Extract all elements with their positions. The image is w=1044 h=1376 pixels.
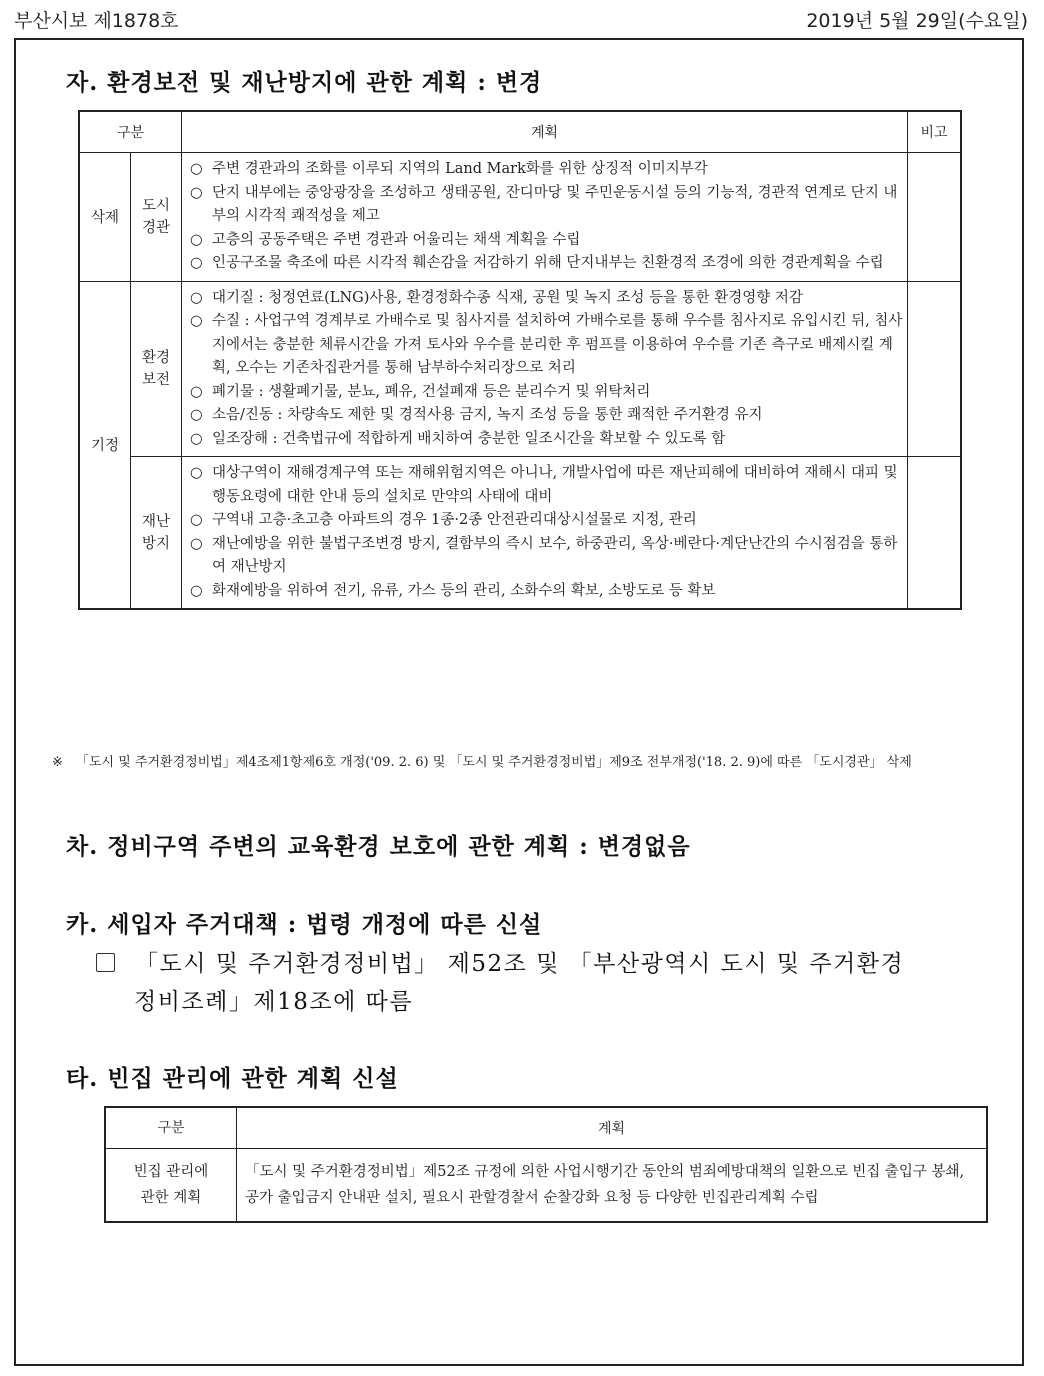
plan-item-text: 폐기물 : 생활폐기물, 분뇨, 폐유, 건설폐재 등은 분리수거 및 위탁처리 bbox=[212, 383, 651, 400]
section-ta-title: 타. 빈집 관리에 관한 계획 신설 bbox=[66, 1065, 399, 1092]
circle-bullet-icon: ○ bbox=[190, 407, 203, 423]
plan-item-text: 인공구조물 축조에 따른 시각적 훼손감을 저감하기 위해 단지내부는 친환경적 조경에 의한 경관계획을 수립 bbox=[212, 255, 884, 271]
category-cell bbox=[131, 457, 182, 610]
plan-cell bbox=[182, 281, 908, 457]
plan-item-text: 재난예방을 위한 불법구조변경 방지, 결함부의 즉시 보수, 하중관리, 옥상·베란다·계단난간의 수시점검을 통하여 재난방지 bbox=[212, 535, 898, 575]
remarks-cell bbox=[908, 281, 962, 457]
header-category: 구분 bbox=[105, 1107, 237, 1149]
note-text: 「도시 및 주거환경정비법」제4조제1항제6호 개정('09. 2. 6) 및 「도시 및 주거환경정비법」제9조 전부개정('18. 2. 9)에 따른 「도시경관」 삭제 bbox=[76, 755, 912, 770]
circle-bullet-icon: ○ bbox=[190, 535, 203, 552]
plan-item bbox=[190, 580, 903, 604]
plan-item-text: 단지 내부에는 중앙광장을 조성하고 생태공원, 잔디마당 및 주민운동시설 등의 기능적, 경관적 연계로 단지 내부의 시각적 쾌적성을 제고 bbox=[212, 184, 898, 224]
circle-bullet-icon: ○ bbox=[190, 313, 203, 329]
category-cell bbox=[105, 1149, 237, 1223]
publication-date: 2019년 5월 29일(수요일) bbox=[806, 10, 1028, 32]
circle-bullet-icon: ○ bbox=[190, 512, 203, 528]
plan-cell bbox=[182, 457, 908, 610]
circle-bullet-icon: ○ bbox=[190, 430, 203, 447]
note-mark: ※ bbox=[52, 755, 63, 770]
category-cell bbox=[131, 153, 182, 282]
plan-cell bbox=[182, 153, 908, 282]
section-ja-title: 자. 환경보전 및 재난방지에 관한 계획 : 변경 bbox=[66, 69, 543, 96]
category-label: 재난 방지 bbox=[141, 513, 170, 552]
status-cell: 삭제 bbox=[79, 153, 131, 282]
table-row bbox=[79, 153, 961, 282]
plan-item bbox=[190, 252, 903, 276]
vacant-house-table bbox=[104, 1106, 988, 1223]
category-label: 도시 경관 bbox=[141, 197, 170, 236]
table-row bbox=[79, 281, 961, 457]
plan-item-text: 대기질 : 청정연료(LNG)사용, 환경정화수종 식재, 공원 및 녹지 조성 등을 통한 환경영향 저감 bbox=[212, 289, 803, 306]
plan-item bbox=[190, 462, 903, 509]
section-cha-title: 차. 정비구역 주변의 교육환경 보호에 관한 계획 : 변경없음 bbox=[66, 833, 691, 860]
circle-bullet-icon: ○ bbox=[190, 184, 203, 201]
plan-item-text: 대상구역이 재해경계구역 또는 재해위험지역은 아니나, 개발사업에 따른 재난피해에 대비하여 재해시 대피 및 행동요령에 대한 안내 등의 설치로 만약의 사태에 대비 bbox=[212, 465, 898, 505]
checkbox-icon bbox=[96, 953, 115, 972]
plan-item-text: 구역내 고층·초고층 아파트의 경우 1종·2종 안전관리대상시설물로 지정, 관리 bbox=[212, 512, 697, 528]
category-label: 빈집 관리에 관한 계획 bbox=[133, 1164, 209, 1206]
plan-item-text: 주변 경관과의 조화를 이루되 지역의 Land Mark화를 위한 상징적 이미지부각 bbox=[212, 161, 708, 177]
plan-item bbox=[190, 182, 903, 229]
environment-plan-table bbox=[78, 110, 962, 610]
category-label: 환경 보전 bbox=[141, 349, 170, 388]
circle-bullet-icon: ○ bbox=[190, 383, 203, 400]
remarks-cell bbox=[908, 457, 962, 610]
section-ka-line2: 정비조례」제18조에 따름 bbox=[134, 989, 414, 1015]
category-cell bbox=[131, 281, 182, 457]
plan-item bbox=[190, 533, 903, 580]
plan-item bbox=[190, 509, 903, 533]
section-ka-line1 bbox=[96, 944, 904, 984]
plan-item-text: 소음/진동 : 차량속도 제한 및 경적사용 금지, 녹지 조성 등을 통한 쾌적한 주거환경 유지 bbox=[212, 407, 763, 423]
section-ka-line1-text: 「도시 및 주거환경정비법」 제52조 및 「부산광역시 도시 및 주거환경 bbox=[135, 951, 905, 977]
table-row bbox=[79, 457, 961, 610]
circle-bullet-icon: ○ bbox=[190, 255, 203, 271]
plan-cell: 「도시 및 주거환경정비법」제52조 규정에 의한 사업시행기간 동안의 범죄예방대책의 일환으로 빈집 출입구 봉쇄, 공가 출입금지 안내판 설치, 필요시 관할경찰서 순찰강화 요청 등 다양한 빈집관리계획 수립 bbox=[237, 1149, 988, 1223]
plan-item-text: 화재예방을 위하여 전기, 유류, 가스 등의 관리, 소화수의 확보, 소방도로 등 확보 bbox=[212, 582, 716, 599]
circle-bullet-icon: ○ bbox=[190, 465, 203, 481]
plan-item-text: 일조장해 : 건축법규에 적합하게 배치하여 충분한 일조시간을 확보할 수 있도록 함 bbox=[212, 430, 726, 447]
circle-bullet-icon: ○ bbox=[190, 582, 203, 599]
header-plan: 계획 bbox=[182, 111, 908, 153]
plan-item-text: 고층의 공동주택은 주변 경관과 어울리는 채색 계획을 수립 bbox=[212, 231, 581, 248]
publication-label: 부산시보 제1878호 bbox=[14, 10, 179, 32]
plan-item bbox=[190, 381, 903, 405]
circle-bullet-icon: ○ bbox=[190, 231, 203, 248]
plan-item bbox=[190, 428, 903, 452]
status-cell: 기정 bbox=[79, 281, 131, 609]
remarks-cell bbox=[908, 153, 962, 282]
plan-item-text: 수질 : 사업구역 경계부로 가배수로 및 침사지를 설치하여 가배수로를 통해 우수를 침사지로 유입시킨 뒤, 침사지에서는 충분한 체류시간을 가져 토사와 우수를 분리한 후 펌프를 이용하여 우수를 기존 측구로 배제시킬 계획, 오수는 기존차집관거를 통해 남부하수처리장으로 처리 bbox=[212, 313, 903, 376]
table-row bbox=[105, 1149, 987, 1223]
plan-item bbox=[190, 287, 903, 311]
circle-bullet-icon: ○ bbox=[190, 161, 203, 177]
plan-item bbox=[190, 404, 903, 428]
header-remarks: 비고 bbox=[908, 111, 962, 153]
header-plan: 계획 bbox=[237, 1107, 988, 1149]
plan-item bbox=[190, 158, 903, 182]
plan-item bbox=[190, 229, 903, 253]
plan-item bbox=[190, 310, 903, 381]
header-category: 구분 bbox=[79, 111, 182, 153]
circle-bullet-icon: ○ bbox=[190, 289, 203, 306]
footnote bbox=[52, 752, 912, 773]
section-ka-title: 카. 세입자 주거대책 : 법령 개정에 따른 신설 bbox=[66, 911, 543, 938]
